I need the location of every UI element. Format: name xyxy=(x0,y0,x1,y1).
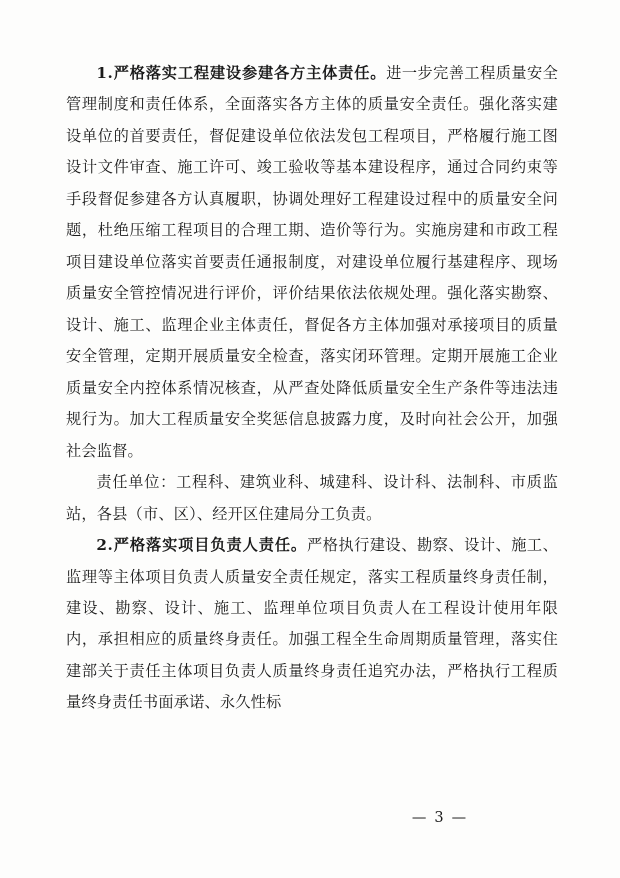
document-body xyxy=(66,58,558,719)
footer-page-number: 3 xyxy=(434,810,446,826)
paragraph-1-heading: 1.严格落实工程建设参建各方主体责任。 xyxy=(96,64,387,82)
paragraph-3-heading: 2.严格落实项目负责人责任。 xyxy=(96,536,308,555)
footer-dash-right: — xyxy=(451,810,469,826)
paragraph-2-text: 责任单位：工程科、建筑业科、城建科、设计科、法制科、市质监站，各县（市、区）、经开区住建局分工负责。 xyxy=(66,473,558,523)
footer-dash-left: — xyxy=(411,810,429,826)
paragraph-1 xyxy=(66,58,558,467)
paragraph-3-text: 严格执行建设、勘察、设计、施工、监理等主体项目负责人质量安全责任规定，落实工程质量终身责任制，建设、勘察、设计、施工、监理单位项目负责人在工程设计使用年限内，承担相应的质量终身责任。加强工程全生命周期质量管理，落实住建部关于责任主体项目负责人质量终身责任追究办法，严格执行工程质量终身责任书面承诺、永久性标 xyxy=(66,536,558,712)
page-footer xyxy=(0,810,620,826)
paragraph-1-text: 进一步完善工程质量安全管理制度和责任体系，全面落实各方主体的质量安全责任。强化落实建设单位的首要责任，督促建设单位依法发包工程项目，严格履行施工图设计文件审查、施工许可、竣工验收等基本建设程序，通过合同约束等手段督促参建各方认真履职，协调处理好工程建设过程中的质量安全问题，杜绝压缩工程项目的合理工期、造价等行为。实施房建和市政工程项目建设单位落实首要责任通报制度，对建设单位履行基建程序、现场质量安全管控情况进行评价，评价结果依法依规处理。强化落实勘察、设计、施工、监理企业主体责任，督促各方主体加强对承接项目的质量安全管理，定期开展质量安全检查，落实闭环管理。定期开展施工企业质量安全内控体系情况核查，从严查处降低质量安全生产条件等违法违规行为。加大工程质量安全奖惩信息披露力度，及时向社会公开，加强社会监督。 xyxy=(66,64,558,460)
paragraph-3 xyxy=(66,530,558,719)
paragraph-2 xyxy=(66,467,558,530)
